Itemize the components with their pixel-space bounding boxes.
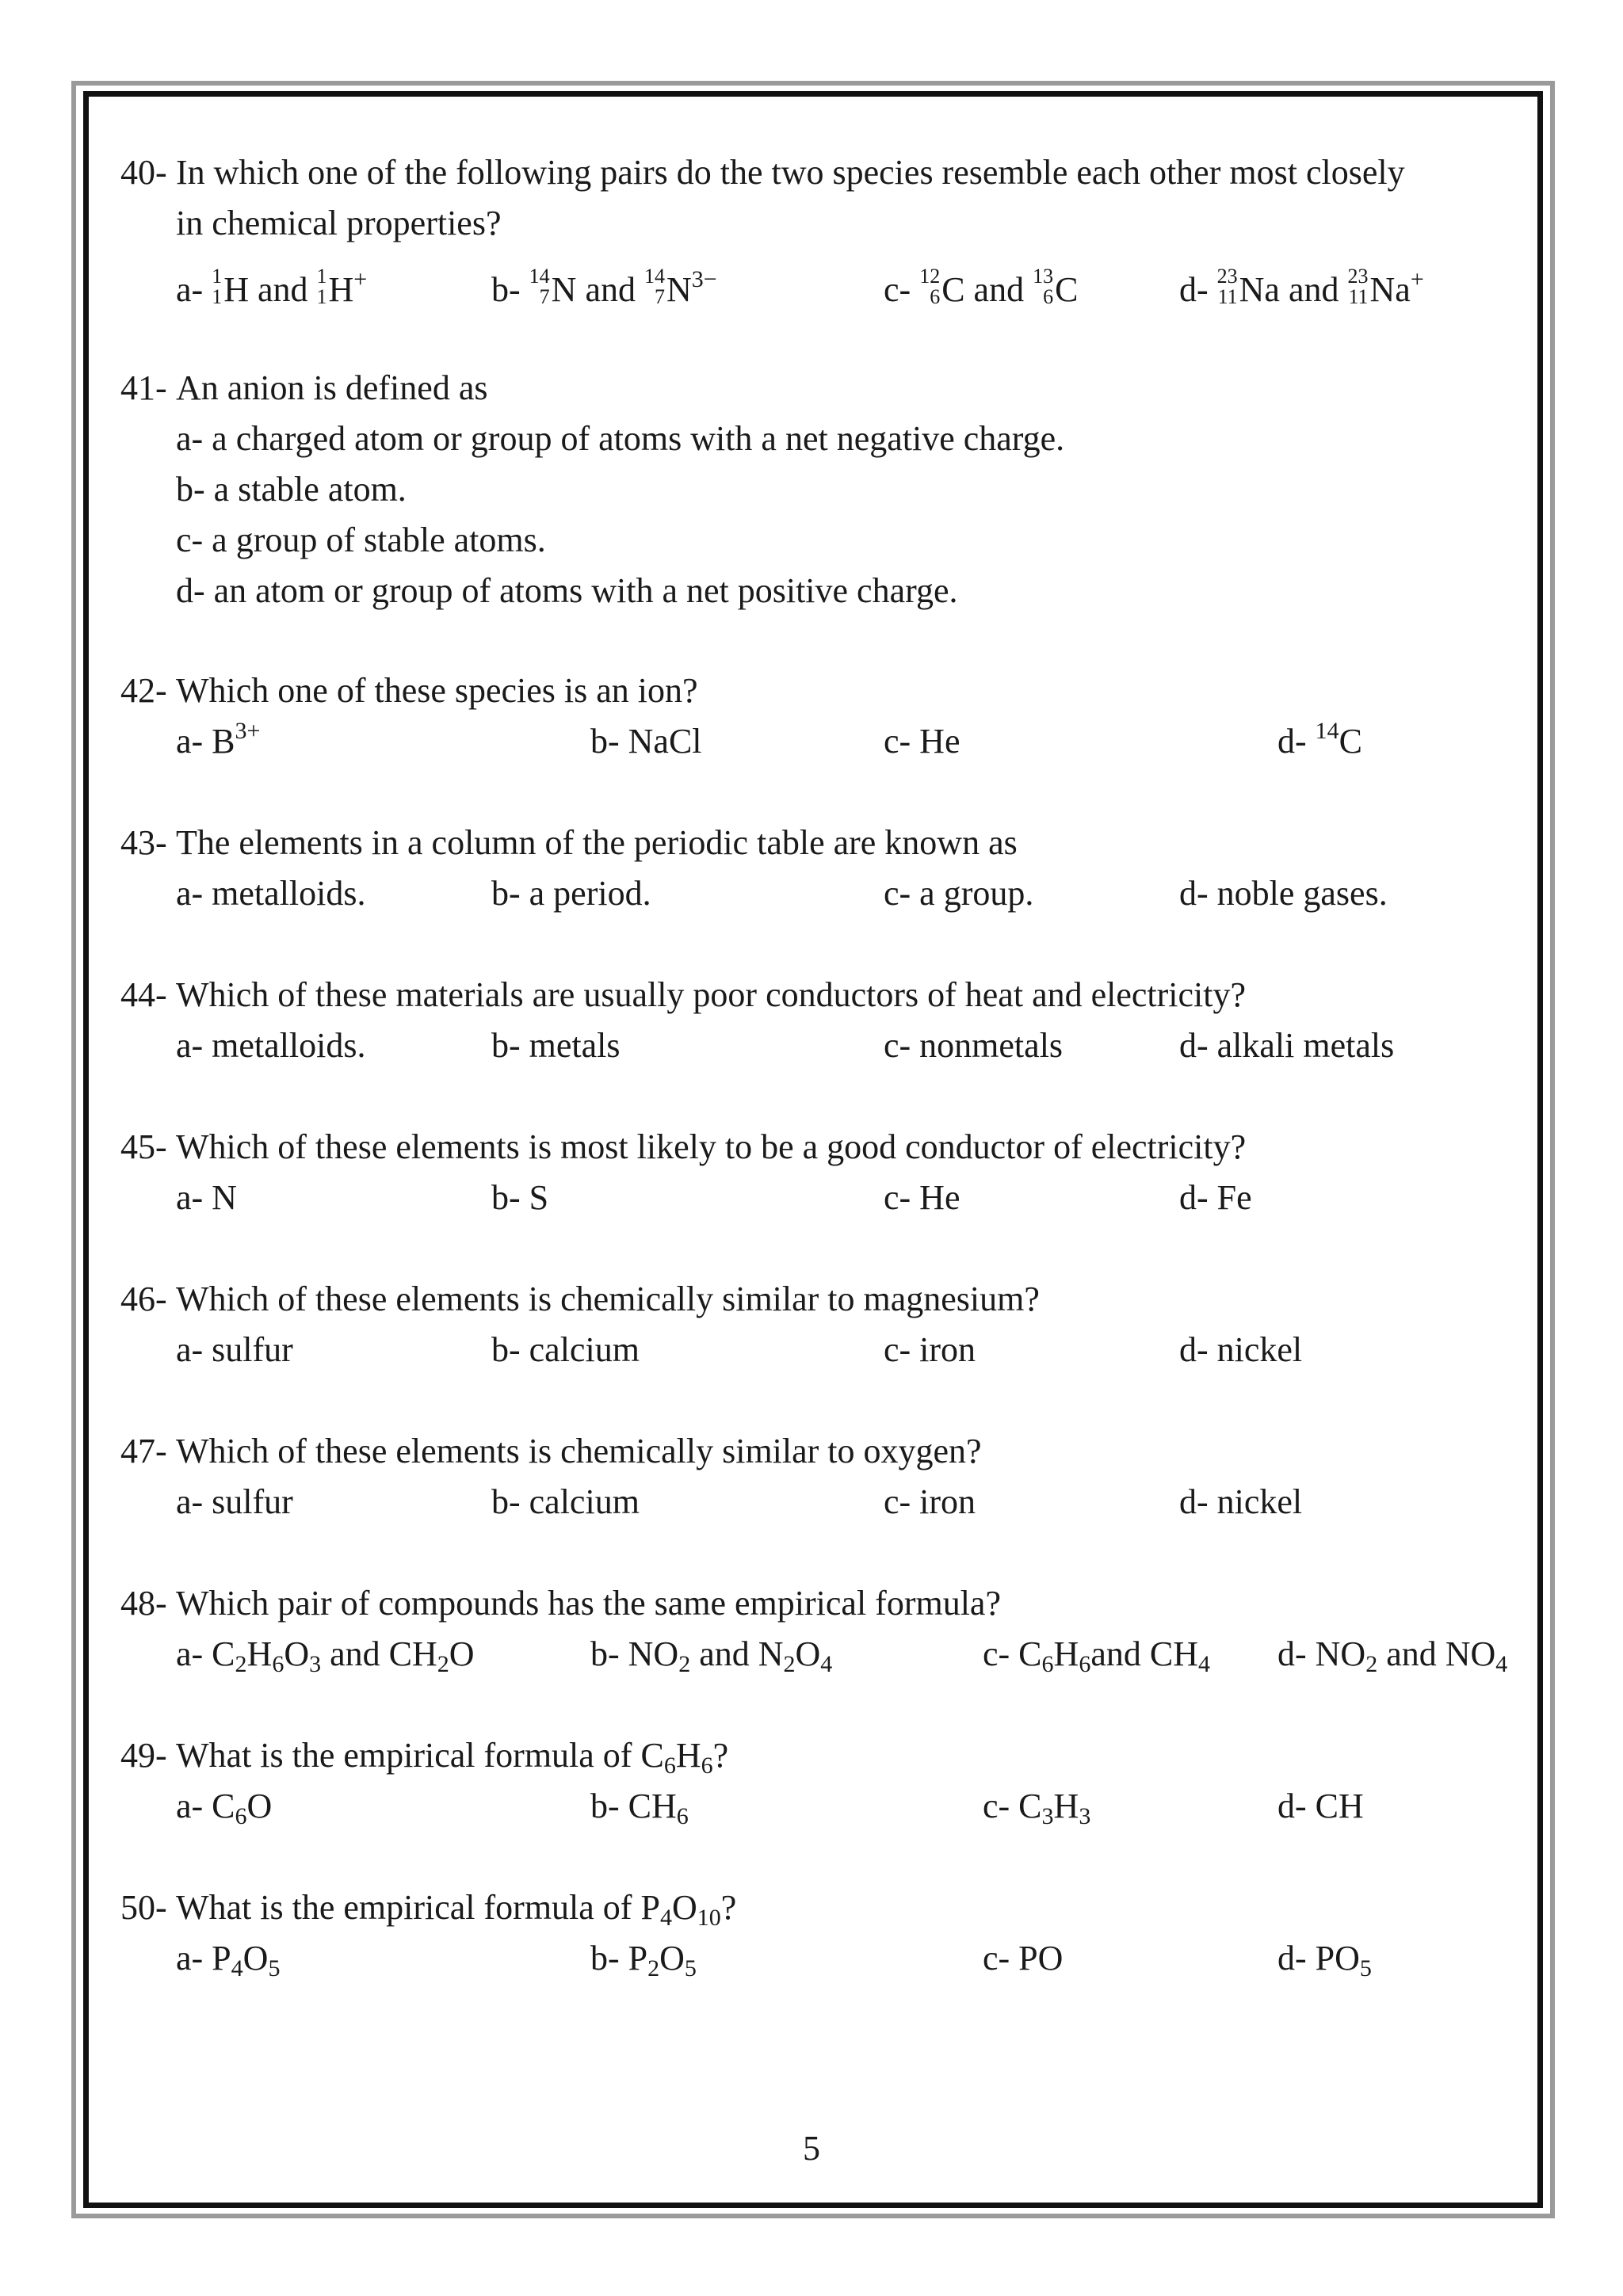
question-number: 43-	[120, 823, 167, 862]
question-stem: The elements in a column of the periodic table are known as	[176, 823, 1018, 862]
question-44-option-d[interactable]: d- alkali metals	[1179, 1026, 1395, 1065]
question-41-option-c[interactable]: c- a group of stable atoms.	[176, 521, 546, 559]
question-40-option-c[interactable]: c- 12 6 C and 13 6 C	[884, 265, 1078, 315]
question-number: 44-	[120, 975, 167, 1014]
question-40	[120, 147, 1405, 198]
question-46-option-d[interactable]: d- nickel	[1179, 1330, 1303, 1369]
question-47-option-c[interactable]: c- iron	[884, 1482, 976, 1521]
question-number: 45-	[120, 1127, 167, 1166]
nuclide: 1 1 H	[212, 264, 249, 309]
question-49-option-b[interactable]: b- $CH_6$	[590, 1787, 689, 1829]
question-41-option-b[interactable]: b- a stable atom.	[176, 470, 407, 509]
question-41-option-a[interactable]: a- a charged atom or group of atoms with a net negative charge.	[176, 419, 1065, 458]
question-stem: What is the empirical formula of P	[176, 1888, 660, 1927]
nuclide: 23 11 Na+	[1347, 264, 1424, 309]
question-number: 42-	[120, 671, 167, 710]
question-43-option-d[interactable]: d- noble gases.	[1179, 874, 1388, 913]
question-number: 41-	[120, 368, 167, 407]
question-47-option-a[interactable]: a- sulfur	[176, 1482, 293, 1521]
question-50: 50- What is the empirical formula of $P_4O_{10}$?	[120, 1882, 736, 1933]
question-42	[120, 666, 698, 716]
question-46-option-b[interactable]: b- calcium	[491, 1330, 640, 1369]
question-50-option-d[interactable]: d- $PO_5$	[1277, 1939, 1372, 1981]
question-stem: Which pair of compounds has the same empirical formula?	[176, 1584, 1001, 1623]
question-number: 46-	[120, 1280, 167, 1318]
question-40-option-a[interactable]: a- 1 1 H and 1 1 H+	[176, 265, 367, 315]
question-49-option-d[interactable]: d- CH	[1277, 1787, 1364, 1825]
nuclide: 23 11 Na	[1216, 264, 1280, 309]
nuclide: 1 1 H+	[316, 264, 368, 309]
question-47-option-d[interactable]: d- nickel	[1179, 1482, 1303, 1521]
question-46-option-c[interactable]: c- iron	[884, 1330, 976, 1369]
question-stem: Which of these elements is chemically similar to magnesium?	[176, 1280, 1040, 1318]
question-stem: Which of these materials are usually poor conductors of heat and electricity?	[176, 975, 1247, 1014]
question-49: 49- What is the empirical formula of $C_6H_6$?	[120, 1730, 728, 1781]
question-47-option-b[interactable]: b- calcium	[491, 1482, 640, 1521]
question-48-option-a[interactable]: a- $C_2H_6O_3$ and $CH_2O$	[176, 1634, 475, 1677]
nuclide: 14 7 $N^{3-}$	[643, 264, 717, 309]
question-43-option-a[interactable]: a- metalloids.	[176, 874, 366, 913]
nuclide: 14 7 N	[529, 264, 577, 309]
question-42-option-c[interactable]: c- He	[884, 722, 960, 761]
question-45-option-d[interactable]: d- Fe	[1179, 1178, 1252, 1217]
question-47	[120, 1426, 982, 1477]
nuclide: 13 6 C	[1033, 264, 1079, 309]
question-number: 48-	[120, 1584, 167, 1623]
question-stem: Which of these elements is most likely to be a good conductor of electricity?	[176, 1127, 1247, 1166]
question-number: 49-	[120, 1736, 167, 1775]
question-44	[120, 970, 1246, 1020]
question-49-option-a[interactable]: a- $C_6O$	[176, 1787, 273, 1829]
page-number: 5	[803, 2129, 820, 2168]
question-40-option-d[interactable]: d- 23 11 Na and 23 11 Na+	[1179, 265, 1424, 315]
question-45-option-a[interactable]: a- N	[176, 1178, 237, 1217]
question-stem: An anion is defined as	[176, 368, 488, 407]
question-44-option-c[interactable]: c- nonmetals	[884, 1026, 1064, 1065]
question-stem: Which one of these species is an ion?	[176, 671, 698, 710]
nuclide: 12 6 C	[919, 264, 965, 309]
question-49-option-c[interactable]: c- $C_3H_3$	[983, 1787, 1091, 1829]
question-41	[120, 363, 487, 414]
question-number: 47-	[120, 1432, 167, 1470]
question-48-option-d[interactable]: d- $NO_2$ and $NO_4$	[1277, 1634, 1508, 1677]
question-48	[120, 1578, 1001, 1629]
question-number: 40-	[120, 153, 167, 192]
question-42-option-b[interactable]: b- NaCl	[590, 722, 702, 761]
question-48-option-c[interactable]: c- $C_6H_6and$ $CH_4$	[983, 1634, 1210, 1677]
question-44-option-a[interactable]: a- metalloids.	[176, 1026, 366, 1065]
question-stem: In which one of the following pairs do the two species resemble each other most closely	[176, 153, 1405, 192]
question-45-option-c[interactable]: c- He	[884, 1178, 960, 1217]
question-stem: Which of these elements is chemically similar to oxygen?	[176, 1432, 982, 1470]
question-41-option-d[interactable]: d- an atom or group of atoms with a net positive charge.	[176, 571, 958, 610]
question-50-option-c[interactable]: c- PO	[983, 1939, 1064, 1978]
question-stem: What is the empirical formula of C	[176, 1736, 664, 1775]
question-44-option-b[interactable]: b- metals	[491, 1026, 621, 1065]
question-42-option-d[interactable]: d- $^{14}$C	[1277, 718, 1363, 761]
question-43-option-b[interactable]: b- a period.	[491, 874, 651, 913]
question-number: 50-	[120, 1888, 167, 1927]
question-45	[120, 1122, 1246, 1173]
question-45-option-b[interactable]: b- S	[491, 1178, 549, 1217]
question-43-option-c[interactable]: c- a group.	[884, 874, 1034, 913]
question-46	[120, 1274, 1040, 1325]
question-48-option-b[interactable]: b- $NO_2$ and $N_2O_4$	[590, 1634, 833, 1677]
question-40-stem-continued: in chemical properties?	[176, 204, 502, 242]
question-50-option-a[interactable]: a- $P_4O_5$	[176, 1939, 281, 1981]
question-42-option-a[interactable]: a- $B^{3+}$	[176, 718, 261, 761]
question-50-option-b[interactable]: b- $P_2O_5$	[590, 1939, 697, 1981]
question-43	[120, 818, 1018, 868]
question-46-option-a[interactable]: a- sulfur	[176, 1330, 293, 1369]
question-40-option-b[interactable]: b- 14 7 N and 14 7 $N^{3-}$	[491, 265, 717, 315]
